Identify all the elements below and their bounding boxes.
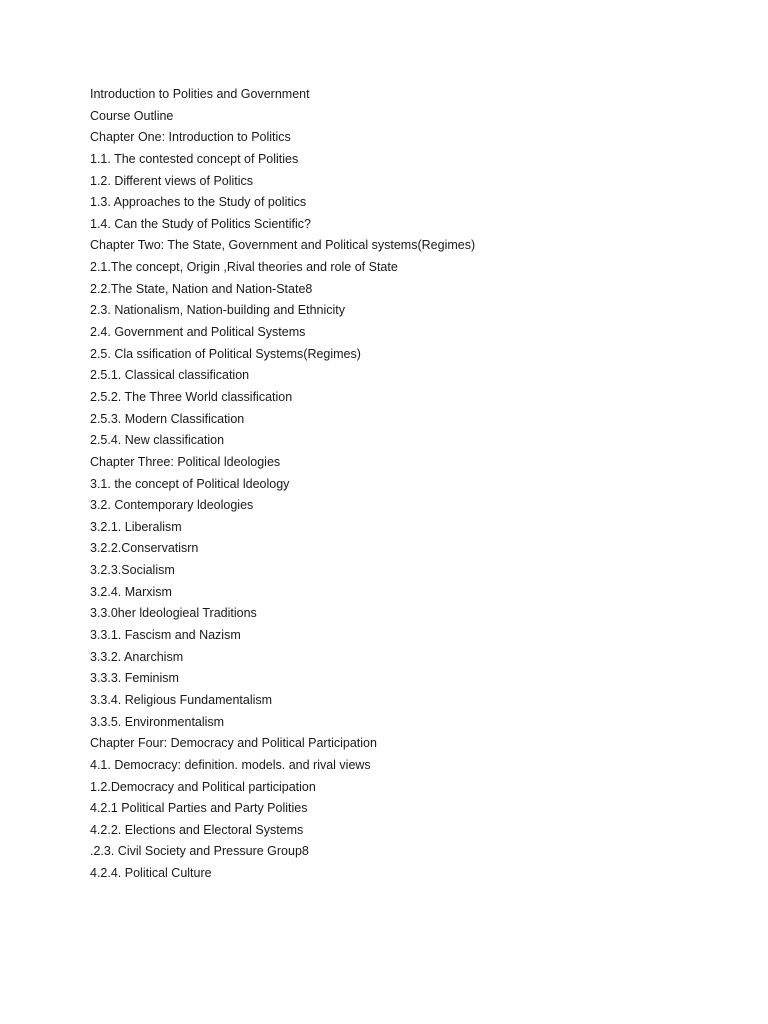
outline-line: 1.2.Democracy and Political participation: [90, 779, 316, 794]
outline-line: 3.3.2. Anarchism: [90, 649, 184, 664]
outline-line: 2.1.The concept, Origin ,Rival theories and role of State: [90, 260, 398, 275]
outline-line: 3.2.1. Liberalism: [90, 519, 182, 534]
outline-line: 2.5. Cla ssification of Political Systems(Regimes): [90, 346, 361, 361]
outline-line: 4.2.1 Political Parties and Party Polities: [90, 801, 308, 816]
outline-line: Course Outline: [90, 108, 174, 123]
outline-line: 1.2. Different views of Politics: [90, 173, 254, 188]
outline-line: 2.5.1. Classical classification: [90, 368, 250, 383]
outline-line: 2.5.2. The Three World classification: [90, 389, 293, 404]
outline-line: 3.2. Contemporary ldeologies: [90, 498, 254, 513]
outline-line: Chapter Four: Democracy and Political Participation: [90, 736, 377, 751]
outline-line: Chapter One: Introduction to Politics: [90, 130, 291, 145]
outline-line: 3.3.3. Feminism: [90, 671, 179, 686]
outline-line: 3.3.5. Environmentalism: [90, 714, 225, 729]
outline-line: Chapter Two: The State, Government and Political systems(Regimes): [90, 238, 476, 253]
outline-line: 3.3.1. Fascism and Nazism: [90, 628, 241, 643]
outline-line: .2.3. Civil Society and Pressure Group8: [90, 844, 309, 859]
outline-line: Chapter Three: Political ldeologies: [90, 454, 281, 469]
outline-line: 3.2.3.Socialism: [90, 563, 175, 578]
outline-line: 3.1. the concept of Political ldeology: [90, 476, 290, 491]
outline-line: 2.2.The State, Nation and Nation-State8: [90, 281, 313, 296]
outline-line: 3.3.4. Religious Fundamentalism: [90, 692, 273, 707]
outline-line: 1.4. Can the Study of Politics Scientific?: [90, 216, 311, 231]
outline-line: 2.3. Nationalism, Nation-building and Ethnicity: [90, 303, 345, 318]
outline-line: 2.5.3. Modern Classification: [90, 411, 245, 426]
outline-line: 1.3. Approaches to the Study of politics: [90, 195, 307, 210]
outline-line: 1.1. The contested concept of Polities: [90, 151, 299, 166]
outline-line: 3.2.2.Conservatisrn: [90, 541, 199, 556]
outline-line: 4.1. Democracy: definition. models. and rival views: [90, 757, 371, 772]
outline-line: 3.2.4. Marxism: [90, 584, 172, 599]
outline-line: 2.4. Government and Political Systems: [90, 325, 306, 340]
outline-line: 4.2.4. Political Culture: [90, 866, 212, 881]
outline-line: 3.3.0her ldeologieal Traditions: [90, 606, 257, 621]
outline-line: 2.5.4. New classification: [90, 433, 225, 448]
document-title: Introduction to Polities and Government: [90, 87, 310, 101]
outline-line: 4.2.2. Elections and Electoral Systems: [90, 822, 304, 837]
course-outline: [90, 84, 475, 885]
